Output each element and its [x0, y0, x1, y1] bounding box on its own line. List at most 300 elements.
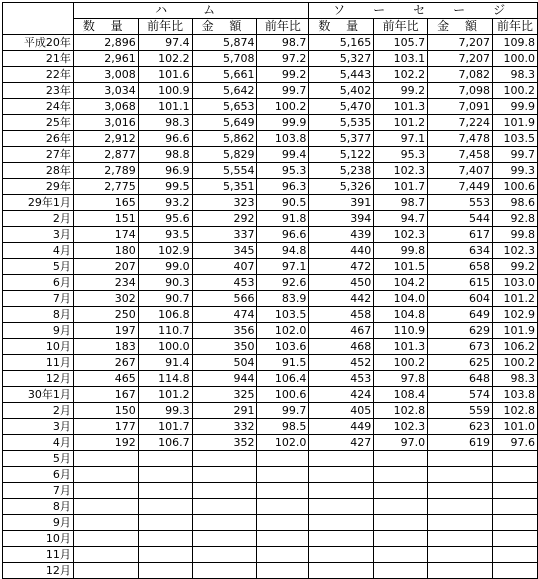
table-cell: 649	[428, 307, 493, 323]
table-cell: 5,377	[309, 131, 374, 147]
table-cell: 5,649	[192, 115, 257, 131]
table-cell	[73, 531, 138, 547]
table-cell: 101.2	[374, 115, 428, 131]
table-cell	[374, 483, 428, 499]
table-row	[3, 531, 538, 547]
table-cell	[138, 547, 192, 563]
row-label: 12月	[3, 563, 74, 579]
table-row	[3, 131, 538, 147]
table-cell	[192, 563, 257, 579]
table-cell: 574	[428, 387, 493, 403]
table-cell: 99.5	[138, 179, 192, 195]
table-row	[3, 179, 538, 195]
table-cell: 2,912	[73, 131, 138, 147]
table-cell: 91.5	[257, 355, 309, 371]
table-row	[3, 323, 538, 339]
table-cell: 453	[192, 275, 257, 291]
table-cell	[428, 563, 493, 579]
table-cell	[309, 483, 374, 499]
table-cell: 96.6	[257, 227, 309, 243]
table-cell: 7,207	[428, 35, 493, 51]
table-cell: 407	[192, 259, 257, 275]
table-cell	[374, 515, 428, 531]
table-cell: 267	[73, 355, 138, 371]
table-cell: 5,874	[192, 35, 257, 51]
table-cell: 5,327	[309, 51, 374, 67]
row-label: 10月	[3, 339, 74, 355]
table-cell: 92.6	[257, 275, 309, 291]
table-cell	[192, 451, 257, 467]
table-cell	[309, 531, 374, 547]
table-cell: 5,326	[309, 179, 374, 195]
table-cell	[138, 531, 192, 547]
table-row	[3, 547, 538, 563]
table-row	[3, 467, 538, 483]
table-cell: 106.8	[138, 307, 192, 323]
table-cell	[73, 483, 138, 499]
table-cell: 100.9	[138, 83, 192, 99]
row-label: 5月	[3, 451, 74, 467]
table-cell: 100.0	[138, 339, 192, 355]
table-cell	[257, 499, 309, 515]
table-cell: 103.8	[257, 131, 309, 147]
table-cell: 102.3	[492, 243, 537, 259]
table-cell: 106.7	[138, 435, 192, 451]
table-cell	[492, 467, 537, 483]
table-cell	[428, 483, 493, 499]
col-header-sausage-amount-yoy: 前年比	[492, 19, 537, 35]
table-cell	[192, 515, 257, 531]
table-cell: 96.6	[138, 131, 192, 147]
table-row	[3, 211, 538, 227]
col-header-sausage-qty: 数 量	[309, 19, 374, 35]
table-cell: 604	[428, 291, 493, 307]
table-cell: 99.8	[492, 227, 537, 243]
table-cell: 99.2	[257, 67, 309, 83]
table-cell	[374, 547, 428, 563]
table-cell: 165	[73, 195, 138, 211]
table-cell	[257, 451, 309, 467]
table-cell: 102.3	[374, 163, 428, 179]
table-cell: 623	[428, 419, 493, 435]
table-cell: 7,082	[428, 67, 493, 83]
table-cell: 102.9	[138, 243, 192, 259]
table-cell: 174	[73, 227, 138, 243]
col-header-sausage-qty-yoy: 前年比	[374, 19, 428, 35]
row-label: 25年	[3, 115, 74, 131]
table-cell: 944	[192, 371, 257, 387]
table-cell: 102.0	[257, 435, 309, 451]
table-row	[3, 419, 538, 435]
table-cell: 345	[192, 243, 257, 259]
table-cell: 5,642	[192, 83, 257, 99]
table-cell	[492, 483, 537, 499]
table-cell: 442	[309, 291, 374, 307]
corner-cell-lower	[3, 19, 74, 35]
table-cell: 467	[309, 323, 374, 339]
table-cell: 94.8	[257, 243, 309, 259]
table-cell: 424	[309, 387, 374, 403]
table-cell: 440	[309, 243, 374, 259]
table-cell: 465	[73, 371, 138, 387]
table-cell: 566	[192, 291, 257, 307]
table-cell: 3,034	[73, 83, 138, 99]
table-row	[3, 275, 538, 291]
table-body	[3, 35, 538, 579]
row-label: 4月	[3, 243, 74, 259]
table-row	[3, 339, 538, 355]
table-cell: 101.3	[374, 339, 428, 355]
table-cell: 151	[73, 211, 138, 227]
table-cell: 352	[192, 435, 257, 451]
table-row	[3, 387, 538, 403]
table-cell	[73, 547, 138, 563]
table-cell: 617	[428, 227, 493, 243]
table-cell	[374, 467, 428, 483]
table-cell: 100.2	[374, 355, 428, 371]
table-cell: 391	[309, 195, 374, 211]
table-cell	[374, 563, 428, 579]
table-cell	[492, 547, 537, 563]
table-cell: 192	[73, 435, 138, 451]
row-label: 5月	[3, 259, 74, 275]
table-row	[3, 451, 538, 467]
table-cell: 100.2	[257, 99, 309, 115]
table-cell: 3,008	[73, 67, 138, 83]
table-cell: 101.9	[492, 115, 537, 131]
table-cell: 5,351	[192, 179, 257, 195]
row-label: 7月	[3, 483, 74, 499]
table-cell: 100.2	[492, 355, 537, 371]
table-cell: 102.8	[492, 403, 537, 419]
table-cell	[192, 467, 257, 483]
table-cell: 5,470	[309, 99, 374, 115]
table-cell: 452	[309, 355, 374, 371]
table-cell: 5,661	[192, 67, 257, 83]
table-cell	[138, 563, 192, 579]
table-cell: 102.3	[374, 419, 428, 435]
table-cell: 103.0	[492, 275, 537, 291]
group-header-sausage: ソ ー セ ー ジ	[309, 3, 538, 19]
table-cell: 98.7	[257, 35, 309, 51]
table-cell: 100.2	[492, 83, 537, 99]
table-cell: 197	[73, 323, 138, 339]
row-label: 26年	[3, 131, 74, 147]
table-cell: 104.8	[374, 307, 428, 323]
table-row	[3, 243, 538, 259]
table-cell: 108.4	[374, 387, 428, 403]
row-label: 28年	[3, 163, 74, 179]
table-cell: 5,829	[192, 147, 257, 163]
table-cell: 101.7	[138, 419, 192, 435]
table-cell: 7,091	[428, 99, 493, 115]
table-cell: 103.8	[492, 387, 537, 403]
table-cell: 3,068	[73, 99, 138, 115]
table-cell: 2,896	[73, 35, 138, 51]
table-row	[3, 99, 538, 115]
table-cell	[73, 451, 138, 467]
table-row	[3, 83, 538, 99]
table-cell	[257, 547, 309, 563]
table-cell: 102.9	[492, 307, 537, 323]
table-cell: 102.2	[374, 67, 428, 83]
table-row	[3, 515, 538, 531]
table-cell	[257, 483, 309, 499]
table-cell: 97.2	[257, 51, 309, 67]
row-label: 3月	[3, 419, 74, 435]
table-row	[3, 195, 538, 211]
table-cell	[428, 451, 493, 467]
table-cell	[428, 547, 493, 563]
table-cell: 625	[428, 355, 493, 371]
table-cell: 96.9	[138, 163, 192, 179]
table-cell: 98.5	[257, 419, 309, 435]
table-cell: 474	[192, 307, 257, 323]
table-cell: 95.6	[138, 211, 192, 227]
row-label: 11月	[3, 547, 74, 563]
table-cell: 5,402	[309, 83, 374, 99]
table-cell: 99.8	[374, 243, 428, 259]
table-row	[3, 67, 538, 83]
table-cell: 98.3	[492, 67, 537, 83]
table-cell: 99.4	[257, 147, 309, 163]
table-cell: 468	[309, 339, 374, 355]
table-cell: 323	[192, 195, 257, 211]
table-cell: 629	[428, 323, 493, 339]
table-cell: 619	[428, 435, 493, 451]
table-row	[3, 307, 538, 323]
table-cell	[138, 467, 192, 483]
table-cell	[309, 451, 374, 467]
table-cell: 99.7	[257, 83, 309, 99]
table-cell: 337	[192, 227, 257, 243]
table-cell: 95.3	[257, 163, 309, 179]
table-cell: 5,708	[192, 51, 257, 67]
row-label: 6月	[3, 467, 74, 483]
table-cell: 97.1	[374, 131, 428, 147]
table-cell: 5,554	[192, 163, 257, 179]
table-cell	[492, 563, 537, 579]
table-cell: 92.8	[492, 211, 537, 227]
table-cell: 332	[192, 419, 257, 435]
table-cell: 356	[192, 323, 257, 339]
table-cell: 292	[192, 211, 257, 227]
table-cell: 7,224	[428, 115, 493, 131]
table-cell: 458	[309, 307, 374, 323]
table-cell: 504	[192, 355, 257, 371]
table-cell: 2,789	[73, 163, 138, 179]
table-cell: 291	[192, 403, 257, 419]
table-cell: 99.2	[492, 259, 537, 275]
table-cell	[492, 451, 537, 467]
table-cell: 99.3	[138, 403, 192, 419]
table-cell: 250	[73, 307, 138, 323]
table-row	[3, 163, 538, 179]
table-cell: 103.5	[257, 307, 309, 323]
table-cell: 234	[73, 275, 138, 291]
table-cell: 91.8	[257, 211, 309, 227]
table-cell: 101.2	[138, 387, 192, 403]
table-cell	[138, 499, 192, 515]
table-cell: 101.3	[374, 99, 428, 115]
table-row	[3, 499, 538, 515]
row-label: 23年	[3, 83, 74, 99]
table-cell: 449	[309, 419, 374, 435]
table-row	[3, 291, 538, 307]
table-cell: 302	[73, 291, 138, 307]
table-cell: 99.9	[492, 99, 537, 115]
table-cell: 405	[309, 403, 374, 419]
table-cell	[73, 515, 138, 531]
table-cell: 93.5	[138, 227, 192, 243]
table-cell: 2,961	[73, 51, 138, 67]
table-cell: 472	[309, 259, 374, 275]
table-cell: 101.0	[492, 419, 537, 435]
table-cell: 350	[192, 339, 257, 355]
table-cell: 106.4	[257, 371, 309, 387]
table-cell: 98.3	[138, 115, 192, 131]
table-cell	[138, 451, 192, 467]
table-cell	[428, 467, 493, 483]
table-cell: 553	[428, 195, 493, 211]
col-header-ham-qty-yoy: 前年比	[138, 19, 192, 35]
table-cell: 104.2	[374, 275, 428, 291]
table-cell: 83.9	[257, 291, 309, 307]
row-label: 22年	[3, 67, 74, 83]
data-table	[2, 2, 538, 579]
table-cell: 325	[192, 387, 257, 403]
spreadsheet	[2, 2, 538, 579]
table-cell: 114.8	[138, 371, 192, 387]
table-cell: 7,407	[428, 163, 493, 179]
table-cell: 98.7	[374, 195, 428, 211]
table-cell: 100.6	[257, 387, 309, 403]
row-label: 2月	[3, 211, 74, 227]
table-cell	[257, 531, 309, 547]
table-cell: 97.0	[374, 435, 428, 451]
table-row	[3, 147, 538, 163]
table-cell: 100.0	[492, 51, 537, 67]
table-cell: 101.5	[374, 259, 428, 275]
table-cell: 90.3	[138, 275, 192, 291]
table-cell: 101.7	[374, 179, 428, 195]
table-cell: 101.9	[492, 323, 537, 339]
row-label: 2月	[3, 403, 74, 419]
row-label: 9月	[3, 323, 74, 339]
table-row	[3, 435, 538, 451]
table-cell: 90.7	[138, 291, 192, 307]
table-cell: 99.7	[492, 147, 537, 163]
table-cell: 98.3	[492, 371, 537, 387]
table-cell: 99.7	[257, 403, 309, 419]
table-cell	[257, 563, 309, 579]
row-label: 24年	[3, 99, 74, 115]
table-cell	[428, 515, 493, 531]
table-cell: 453	[309, 371, 374, 387]
table-cell: 5,238	[309, 163, 374, 179]
table-row	[3, 371, 538, 387]
table-cell: 101.1	[138, 99, 192, 115]
table-cell: 5,122	[309, 147, 374, 163]
table-cell: 180	[73, 243, 138, 259]
table-cell: 2,877	[73, 147, 138, 163]
row-label: 平成20年	[3, 35, 74, 51]
table-cell: 167	[73, 387, 138, 403]
table-cell	[309, 563, 374, 579]
table-cell: 106.2	[492, 339, 537, 355]
table-cell: 99.3	[492, 163, 537, 179]
table-cell: 99.9	[257, 115, 309, 131]
table-cell: 102.3	[374, 227, 428, 243]
table-cell	[492, 499, 537, 515]
table-cell	[138, 483, 192, 499]
col-header-ham-amount: 金 額	[192, 19, 257, 35]
table-cell: 104.0	[374, 291, 428, 307]
table-row	[3, 355, 538, 371]
table-cell: 658	[428, 259, 493, 275]
table-cell: 5,862	[192, 131, 257, 147]
table-cell: 7,207	[428, 51, 493, 67]
row-label: 27年	[3, 147, 74, 163]
table-cell: 559	[428, 403, 493, 419]
table-cell	[73, 467, 138, 483]
table-cell	[374, 451, 428, 467]
table-row	[3, 259, 538, 275]
table-row	[3, 227, 538, 243]
table-row	[3, 51, 538, 67]
table-cell	[309, 467, 374, 483]
table-cell: 103.6	[257, 339, 309, 355]
group-header-ham: ハ ム	[73, 3, 309, 19]
table-cell: 5,535	[309, 115, 374, 131]
table-cell: 90.5	[257, 195, 309, 211]
table-cell: 99.2	[374, 83, 428, 99]
table-cell: 615	[428, 275, 493, 291]
table-cell: 673	[428, 339, 493, 355]
table-cell: 5,443	[309, 67, 374, 83]
table-cell	[492, 531, 537, 547]
table-cell	[257, 467, 309, 483]
table-cell: 101.2	[492, 291, 537, 307]
table-cell: 544	[428, 211, 493, 227]
table-cell: 3,016	[73, 115, 138, 131]
table-cell: 98.6	[492, 195, 537, 211]
row-label: 6月	[3, 275, 74, 291]
row-label: 3月	[3, 227, 74, 243]
table-cell: 7,458	[428, 147, 493, 163]
row-label: 8月	[3, 307, 74, 323]
table-cell: 2,775	[73, 179, 138, 195]
table-cell	[428, 499, 493, 515]
row-label: 21年	[3, 51, 74, 67]
table-cell: 439	[309, 227, 374, 243]
row-label: 8月	[3, 499, 74, 515]
table-cell	[192, 547, 257, 563]
table-cell	[192, 499, 257, 515]
table-cell: 109.8	[492, 35, 537, 51]
table-cell	[73, 499, 138, 515]
col-header-ham-amount-yoy: 前年比	[257, 19, 309, 35]
table-cell: 7,449	[428, 179, 493, 195]
table-cell	[138, 515, 192, 531]
table-cell: 634	[428, 243, 493, 259]
table-row	[3, 403, 538, 419]
table-cell: 98.8	[138, 147, 192, 163]
table-cell	[309, 515, 374, 531]
table-cell	[374, 499, 428, 515]
row-label: 11月	[3, 355, 74, 371]
row-label: 29年1月	[3, 195, 74, 211]
